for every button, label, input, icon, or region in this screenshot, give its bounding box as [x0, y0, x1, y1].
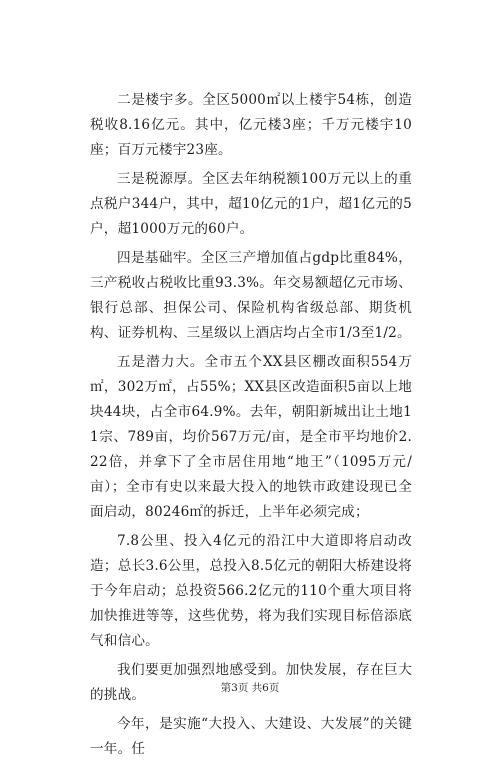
paragraph-potential: 五是潜力大。全市五个XX县区棚改面积554万㎡，302万㎡，占55%；XX县区改造面积5亩以上地块44块，占全市64.9%。去年，朝阳新城出让土地11宗、789亩，均价567万元/亩，是全市平均地价2.22倍，并拿下了全市居住用地“地王”（1095万元/亩）；全市有史以来最大投入的地铁市政建设现已全面启动，80246㎡的拆迁，上半年必须完成；	[90, 354, 412, 520]
paragraph-challenge: 我们要更加强烈地感受到。加快发展，存在巨大的挑战。	[90, 662, 412, 703]
paragraph-buildings: 二是楼宇多。全区5000㎡以上楼宇54栋，创造税收8.16亿元。其中，亿元楼3座；千万元楼宇10座；百万元楼宇23座。	[90, 92, 412, 158]
paragraph-tax-sources: 三是税源厚。全区去年纳税额100万元以上的重点税户344户，其中，超10亿元的1户，超1亿元的5户，超1000万元的60户。	[90, 171, 412, 237]
paragraph-foundation: 四是基础牢。全区三产增加值占gdp比重84%，三产税收占税收比重93.3%。年交易额超亿元市场、银行总部、担保公司、保险机构省级总部、期货机构、证券机构、三星级以上酒店均占全市1/3至1/2。	[90, 250, 412, 341]
paragraph-projects: 7.8公里、投入4亿元的沿江中大道即将启动改造；总长3.6公里，总投入8.5亿元的朝阳大桥建设将于今年启动；总投资566.2亿元的110个重大项目将加快推进等等，这些优势，将为我们实现目标倍添底气和信心。	[90, 533, 412, 649]
page-number-footer: 第3页 共6页	[220, 682, 280, 694]
document-body	[90, 88, 412, 762]
paragraph-this-year: 今年，是实施“大投入、大建设、大发展”的关键一年。任	[90, 716, 412, 757]
